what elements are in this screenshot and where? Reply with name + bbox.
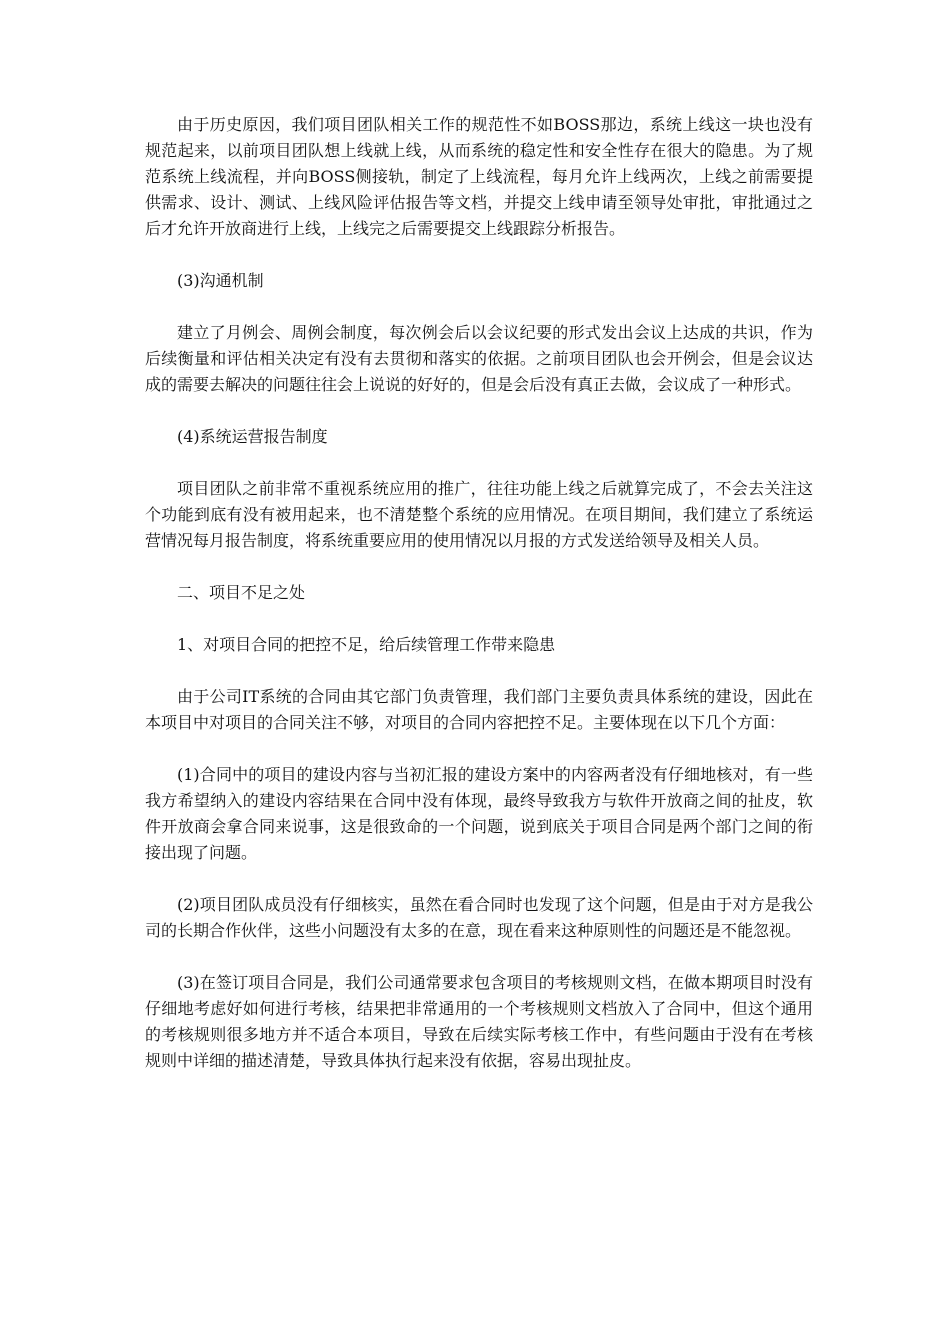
paragraph-operation-report: 项目团队之前非常不重视系统应用的推广，往往功能上线之后就算完成了，不会去关注这个功能到底有没有被用起来，也不清楚整个系统的应用情况。在项目期间，我们建立了系统运营情况每月报告制度，将系统重要应用的使用情况以月报的方式发送给领导及相关人员。 xyxy=(145,479,813,550)
heading-contract-control: 1、对项目合同的把控不足，给后续管理工作带来隐患 xyxy=(177,635,556,654)
paragraph-contract-intro: 由于公司IT系统的合同由其它部门负责管理，我们部门主要负责具体系统的建设，因此在本项目中对项目的合同关注不够，对项目的合同内容把控不足。主要体现在以下几个方面： xyxy=(145,687,813,732)
paragraph-contract-point-2: (2)项目团队成员没有仔细核实，虽然在看合同时也发现了这个问题，但是由于对方是我公司的长期合作伙伴，这些小问题没有太多的在意，现在看来这种原则性的问题还是不能忽视。 xyxy=(145,895,813,940)
heading-operation-report: (4)系统运营报告制度 xyxy=(177,427,328,446)
paragraph-release-process: 由于历史原因，我们项目团队相关工作的规范性不如BOSS那边，系统上线这一块也没有规范起来，以前项目团队想上线就上线，从而系统的稳定性和安全性存在很大的隐患。为了规范系统上线流程，并向BOSS侧接轨，制定了上线流程，每月允许上线两次，上线之前需要提供需求、设计、测试、上线风险评估报告等文档，并提交上线申请至领导处审批，审批通过之后才允许开放商进行上线，上线完之后需要提交上线跟踪分析报告。 xyxy=(145,115,813,238)
paragraph-meetings: 建立了月例会、周例会制度，每次例会后以会议纪要的形式发出会议上达成的共识，作为后续衡量和评估相关决定有没有去贯彻和落实的依据。之前项目团队也会开例会，但是会议达成的需要去解决的问题往往会上说说的好好的，但是会后没有真正去做，会议成了一种形式。 xyxy=(145,323,813,394)
paragraph-contract-point-1: (1)合同中的项目的建设内容与当初汇报的建设方案中的内容两者没有仔细地核对，有一些我方希望纳入的建设内容结果在合同中没有体现，最终导致我方与软件开放商之间的扯皮，软件开放商会拿合同来说事，这是很致命的一个问题，说到底关于项目合同是两个部门之间的衔接出现了问题。 xyxy=(145,765,813,862)
heading-communication-mechanism: (3)沟通机制 xyxy=(177,271,264,290)
document-page xyxy=(145,112,813,1100)
paragraph-contract-point-3: (3)在签订项目合同是，我们公司通常要求包含项目的考核规则文档，在做本期项目时没有仔细地考虑好如何进行考核，结果把非常通用的一个考核规则文档放入了合同中，但这个通用的考核规则很多地方并不适合本项目，导致在后续实际考核工作中，有些问题由于没有在考核规则中详细的描述清楚，导致具体执行起来没有依据，容易出现扯皮。 xyxy=(145,973,813,1070)
heading-shortcomings: 二、项目不足之处 xyxy=(177,583,306,602)
